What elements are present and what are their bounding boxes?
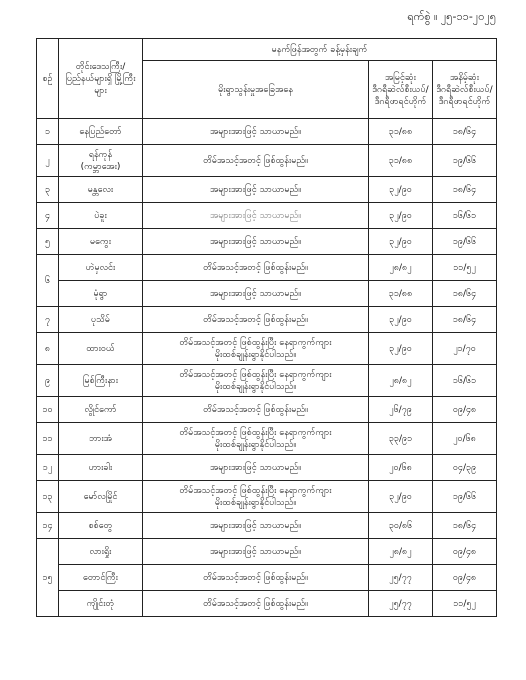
row-number: ၁၄ bbox=[37, 513, 59, 539]
row-number: ၁၀ bbox=[37, 397, 59, 423]
table-row bbox=[37, 513, 497, 539]
weather-condition-line2: မိုးထစ်ချုန်းရွာနိုင်ပါသည်။ bbox=[214, 439, 297, 450]
weather-condition-line2: မိုးထစ်ချုန်းရွာနိုင်ပါသည်။ bbox=[214, 381, 297, 392]
city-name: မုံရွာ bbox=[59, 281, 143, 307]
table-row bbox=[37, 455, 497, 481]
row-number: ၁၁ bbox=[37, 423, 59, 455]
city-name: ကျိုင်းတုံ bbox=[59, 591, 143, 617]
city-name: ဟဲမှလင်း bbox=[59, 255, 143, 281]
max-temperature: ၂၈/၈၂ bbox=[369, 539, 433, 565]
weather-condition: အများအားဖြင့် သာယာမည်။ bbox=[143, 539, 369, 565]
max-temperature: ၂၈/၈၂ bbox=[369, 365, 433, 397]
city-name: စစ်တွေ bbox=[59, 513, 143, 539]
header-max-line3: ဒီဂရီဖာရင်ဟိုက် bbox=[374, 96, 427, 107]
weather-condition: အများအားဖြင့် သာယာမည်။ bbox=[143, 513, 369, 539]
max-temperature: ၃၂/၉၀ bbox=[369, 229, 433, 255]
max-temperature: ၃၂/၉၀ bbox=[369, 177, 433, 203]
weather-condition: တိမ်အသင့်အတင့် ဖြစ်ထွန်းမည်။ bbox=[143, 565, 369, 591]
table-row bbox=[37, 365, 497, 397]
table-row bbox=[37, 591, 497, 617]
table-row bbox=[37, 119, 497, 145]
row-number: ၉ bbox=[37, 365, 59, 397]
min-temperature: ၁၆/၆၁ bbox=[433, 203, 497, 229]
weather-condition-line1: တိမ်အသင့်အတင့် ဖြစ်ထွန်းပြီး နေရာကွက်ကျား bbox=[179, 369, 332, 380]
row-number: ၁ bbox=[37, 119, 59, 145]
min-temperature: ၁၈/၆၄ bbox=[433, 307, 497, 333]
weather-condition: အများအားဖြင့် သာယာမည်။ bbox=[143, 455, 369, 481]
table-row bbox=[37, 539, 497, 565]
header-no: စဉ် bbox=[37, 39, 59, 119]
table-row bbox=[37, 177, 497, 203]
max-temperature: ၂၅/၇၇ bbox=[369, 565, 433, 591]
weather-condition-line1: တိမ်အသင့်အတင့် ဖြစ်ထွန်းပြီး နေရာကွက်ကျား bbox=[179, 427, 332, 438]
weather-condition bbox=[143, 423, 369, 455]
table-row bbox=[37, 229, 497, 255]
city-name: ဟားခါး bbox=[59, 455, 143, 481]
weather-condition: အများအားဖြင့် သာယာမည်။ bbox=[143, 229, 369, 255]
city-name: လွိုင်ကော် bbox=[59, 397, 143, 423]
row-number: ၅ bbox=[37, 229, 59, 255]
header-max-line1: အမြင့်ဆုံး bbox=[385, 72, 416, 83]
max-temperature: ၂၅/၇၇ bbox=[369, 591, 433, 617]
header-region: တိုင်းဒေသကြီး/ ပြည်နယ်များရှိ မြို့ကြီးများ bbox=[59, 39, 143, 119]
city-name: ပုသိမ် bbox=[59, 307, 143, 333]
max-temperature: ၃၂/၉၀ bbox=[369, 307, 433, 333]
min-temperature: ၀၄/၃၉ bbox=[433, 455, 497, 481]
weather-condition: အများအားဖြင့် သာယာမည်။ bbox=[143, 177, 369, 203]
min-temperature: ၁၈/၆၄ bbox=[433, 513, 497, 539]
weather-condition: တိမ်အသင့်အတင့် ဖြစ်ထွန်းမည်။ bbox=[143, 307, 369, 333]
table-row bbox=[37, 565, 497, 591]
min-temperature: ၁၁/၅၂ bbox=[433, 255, 497, 281]
min-temperature: ၁၈/၆၄ bbox=[433, 119, 497, 145]
row-number: ၇ bbox=[37, 307, 59, 333]
city-name bbox=[59, 145, 143, 177]
max-temperature: ၃၂/၉၀ bbox=[369, 203, 433, 229]
table-row bbox=[37, 423, 497, 455]
header-forecast-group: မနက်ဖြန်အတွက် ခန့်မှန်းချက် bbox=[143, 39, 497, 61]
weather-condition: တိမ်အသင့်အတင့် ဖြစ်ထွန်းမည်။ bbox=[143, 255, 369, 281]
max-temperature: ၂၀/၆၈ bbox=[369, 455, 433, 481]
header-min-line1: အနိမ့်ဆုံး bbox=[449, 72, 480, 83]
table-row bbox=[37, 397, 497, 423]
row-number: ၁၂ bbox=[37, 455, 59, 481]
city-name: မကွေး bbox=[59, 229, 143, 255]
max-temperature: ၃၃/၉၁ bbox=[369, 423, 433, 455]
city-name: ဘားအံ bbox=[59, 423, 143, 455]
max-temperature: ၃၂/၉၀ bbox=[369, 333, 433, 365]
min-temperature: ၁၉/၆၆ bbox=[433, 229, 497, 255]
row-number: ၂ bbox=[37, 145, 59, 177]
max-temperature: ၃၀/၈၆ bbox=[369, 513, 433, 539]
city-name: ပဲခူး bbox=[59, 203, 143, 229]
header-max-temp bbox=[369, 61, 433, 119]
header-min-temp bbox=[433, 61, 497, 119]
min-temperature: ၀၉/၄၈ bbox=[433, 539, 497, 565]
city-name: လားရှိုး bbox=[59, 539, 143, 565]
city-name-line1: ရန်ကုန် bbox=[88, 149, 113, 160]
header-condition: မိုးရွာသွန်းမှုအခြေအနေ bbox=[143, 61, 369, 119]
weather-condition: တိမ်အသင့်အတင့် ဖြစ်ထွန်းမည်။ bbox=[143, 145, 369, 177]
max-temperature: ၃၁/၈၈ bbox=[369, 119, 433, 145]
weather-condition: တိမ်အသင့်အတင့် ဖြစ်ထွန်းမည်။ bbox=[143, 397, 369, 423]
min-temperature: ၁၉/၆၆ bbox=[433, 145, 497, 177]
weather-condition-line1: တိမ်အသင့်အတင့် ဖြစ်ထွန်းပြီး နေရာကွက်ကျား bbox=[179, 337, 332, 348]
row-number: ၁၅ bbox=[37, 539, 59, 617]
city-name: မော်လမြိုင် bbox=[59, 481, 143, 513]
city-name: တောင်ကြီး bbox=[59, 565, 143, 591]
table-row bbox=[37, 481, 497, 513]
weather-condition bbox=[143, 481, 369, 513]
weather-condition-line2: မိုးထစ်ချုန်းရွာနိုင်ပါသည်။ bbox=[214, 497, 297, 508]
max-temperature: ၂၆/၇၉ bbox=[369, 397, 433, 423]
city-name: ထားဝယ် bbox=[59, 333, 143, 365]
header-min-line2: ဒီဂရီဆဲလ်စီးယပ်/ bbox=[436, 84, 493, 95]
header-max-line2: ဒီဂရီဆဲလ်စီးယပ်/ bbox=[372, 84, 429, 95]
report-date: ရက်စွဲ ။ ၂၅-၁၁-၂၀၂၅ bbox=[407, 10, 496, 23]
weather-condition: အများအားဖြင့် သာယာမည်။ bbox=[143, 119, 369, 145]
table-row bbox=[37, 307, 497, 333]
city-name-line2: (ကမ္ဘာအေး) bbox=[80, 161, 121, 172]
max-temperature: ၃၁/၈၈ bbox=[369, 145, 433, 177]
min-temperature: ၁၆/၆၁ bbox=[433, 365, 497, 397]
row-number: ၆ bbox=[37, 255, 59, 307]
table-row bbox=[37, 281, 497, 307]
header-min-line3: ဒီဂရီဖာရင်ဟိုက် bbox=[438, 96, 491, 107]
table-row bbox=[37, 145, 497, 177]
weather-condition: အများအားဖြင့် သာယာမည်။ bbox=[143, 203, 369, 229]
forecast-table bbox=[36, 38, 497, 617]
row-number: ၈ bbox=[37, 333, 59, 365]
row-number: ၃ bbox=[37, 177, 59, 203]
table-row bbox=[37, 333, 497, 365]
weather-condition: အများအားဖြင့် သာယာမည်။ bbox=[143, 281, 369, 307]
max-temperature: ၂၈/၈၂ bbox=[369, 255, 433, 281]
max-temperature: ၃၁/၈၈ bbox=[369, 281, 433, 307]
min-temperature: ၀၉/၄၈ bbox=[433, 397, 497, 423]
weather-condition bbox=[143, 333, 369, 365]
min-temperature: ၁၉/၆၆ bbox=[433, 481, 497, 513]
weather-condition-line2: မိုးထစ်ချုန်းရွာနိုင်ပါသည်။ bbox=[214, 349, 297, 360]
city-name: နေပြည်တော် bbox=[59, 119, 143, 145]
table-row bbox=[37, 255, 497, 281]
table-row bbox=[37, 203, 497, 229]
row-number: ၁၃ bbox=[37, 481, 59, 513]
min-temperature: ၀၉/၄၈ bbox=[433, 565, 497, 591]
city-name: မန္တလေး bbox=[59, 177, 143, 203]
min-temperature: ၁၈/၆၄ bbox=[433, 177, 497, 203]
weather-condition-line1: တိမ်အသင့်အတင့် ဖြစ်ထွန်းပြီး နေရာကွက်ကျား bbox=[179, 485, 332, 496]
city-name: မြစ်ကြီးနား bbox=[59, 365, 143, 397]
max-temperature: ၃၂/၉၀ bbox=[369, 481, 433, 513]
min-temperature: ၁၈/၆၄ bbox=[433, 281, 497, 307]
weather-condition: တိမ်အသင့်အတင့် ဖြစ်ထွန်းမည်။ bbox=[143, 591, 369, 617]
min-temperature: ၂၀/၆၈ bbox=[433, 423, 497, 455]
min-temperature: ၁၁/၅၂ bbox=[433, 591, 497, 617]
row-number: ၄ bbox=[37, 203, 59, 229]
weather-condition bbox=[143, 365, 369, 397]
min-temperature: ၂၁/၇၀ bbox=[433, 333, 497, 365]
